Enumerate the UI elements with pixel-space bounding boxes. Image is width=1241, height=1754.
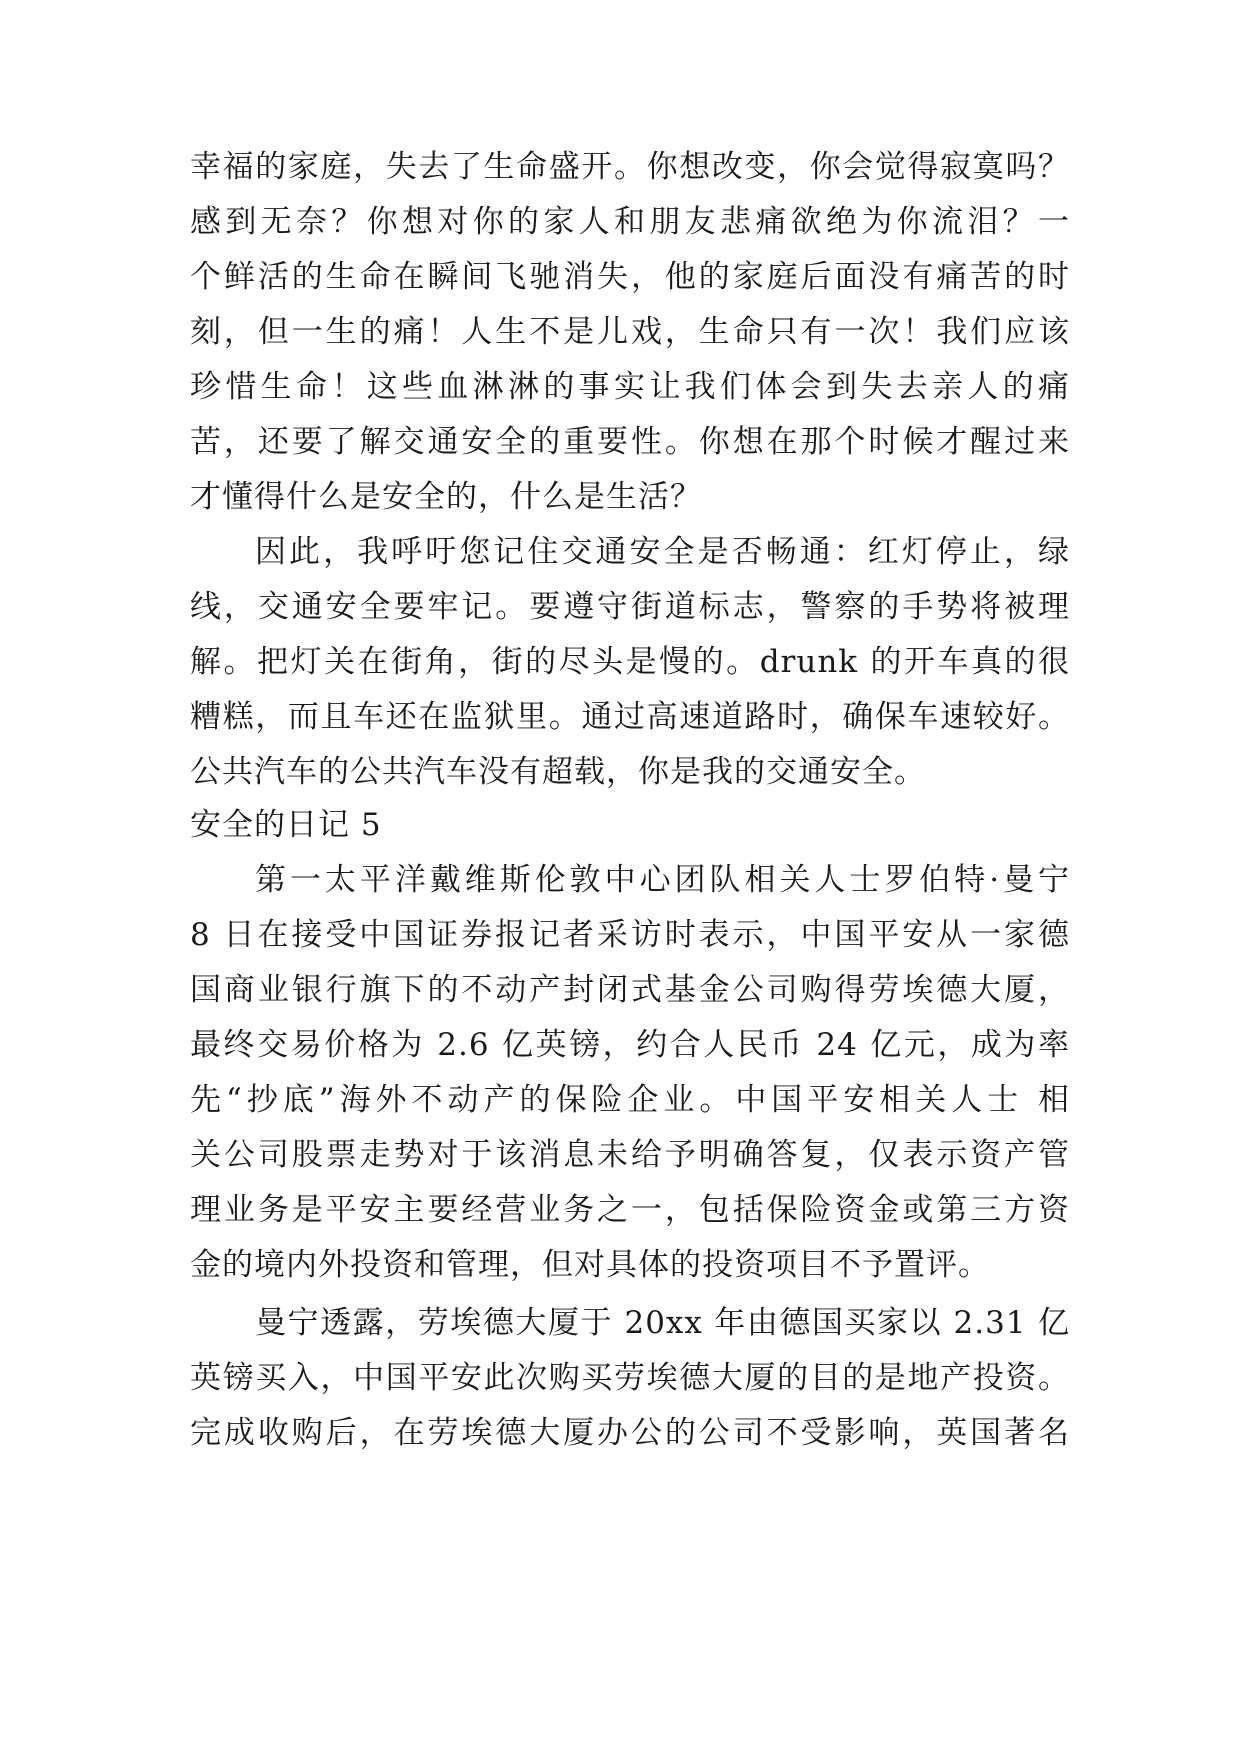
paragraph-line: 线，交通安全要牢记。要遵守街道标志，警察的手势将被理	[190, 589, 1070, 625]
paragraph-line: 8 日在接受中国证券报记者采访时表示，中国平安从一家德	[190, 917, 1070, 953]
paragraph-line: 珍惜生命！这些血淋淋的事实让我们体会到失去亲人的痛	[190, 369, 1070, 405]
paragraph-line: 刻，但一生的痛！人生不是儿戏，生命只有一次！我们应该	[190, 314, 1070, 350]
paragraph-line: 先“抄底”海外不动产的保险企业。中国平安相关人士 相	[190, 1082, 1070, 1118]
paragraph-line: 解。把灯关在街角，街的尽头是慢的。drunk 的开车真的很	[190, 644, 1070, 680]
paragraph-line: 完成收购后，在劳埃德大厦办公的公司不受影响，英国著名	[190, 1415, 1070, 1451]
paragraph-line: 曼宁透露，劳埃德大厦于 20xx 年由德国买家以 2.31 亿	[255, 1305, 1070, 1341]
paragraph-line: 苦，还要了解交通安全的重要性。你想在那个时候才醒过来	[190, 424, 1070, 460]
paragraph-line: 幸福的家庭，失去了生命盛开。你想改变，你会觉得寂寞吗？	[190, 149, 1070, 185]
paragraph-line: 英镑买入，中国平安此次购买劳埃德大厦的目的是地产投资。	[190, 1360, 1070, 1396]
paragraph-line: 金的境内外投资和管理，但对具体的投资项目不予置评。	[190, 1247, 990, 1283]
paragraph-line: 糟糕，而且车还在监狱里。通过高速道路时，确保车速较好。	[190, 699, 1070, 735]
paragraph-line: 第一太平洋戴维斯伦敦中心团队相关人士罗伯特·曼宁	[255, 862, 1070, 898]
paragraph-line: 最终交易价格为 2.6 亿英镑，约合人民币 24 亿元，成为率	[190, 1027, 1070, 1063]
paragraph-line: 国商业银行旗下的不动产封闭式基金公司购得劳埃德大厦，	[190, 972, 1070, 1008]
paragraph-line: 感到无奈？你想对你的家人和朋友悲痛欲绝为你流泪？一	[190, 204, 1070, 240]
paragraph-line: 关公司股票走势对于该消息未给予明确答复，仅表示资产管	[190, 1137, 1070, 1173]
paragraph-line: 公共汽车的公共汽车没有超载，你是我的交通安全。	[190, 754, 926, 790]
paragraph-line: 才懂得什么是安全的，什么是生活？	[190, 479, 702, 515]
paragraph-line: 个鲜活的生命在瞬间飞驰消失，他的家庭后面没有痛苦的时	[190, 259, 1070, 295]
paragraph-line: 理业务是平安主要经营业务之一，包括保险资金或第三方资	[190, 1192, 1070, 1228]
section-heading: 安全的日记 5	[190, 807, 382, 843]
paragraph-line: 因此，我呼吁您记住交通安全是否畅通：红灯停止，绿	[255, 534, 1070, 570]
